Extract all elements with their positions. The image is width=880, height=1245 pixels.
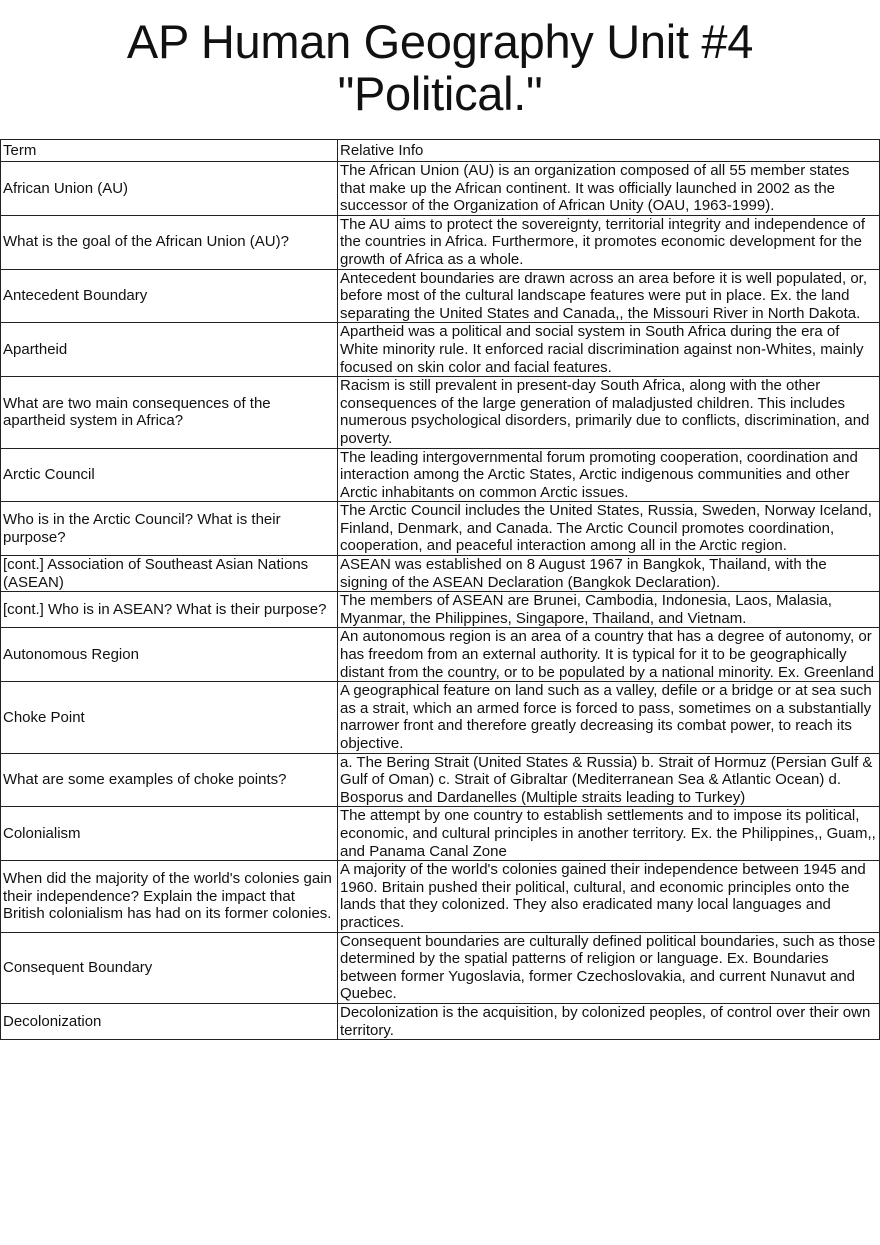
info-cell: An autonomous region is an area of a country that has a degree of autonomy, or has freedom from an external authority. It is typical for it to be geographically distant from the country, or to be populated by a national minority. Ex. Greenland <box>338 628 880 682</box>
term-cell: [cont.] Who is in ASEAN? What is their purpose? <box>1 592 338 628</box>
term-cell: Consequent Boundary <box>1 932 338 1003</box>
info-cell: The members of ASEAN are Brunei, Cambodia, Indonesia, Laos, Malasia, Myanmar, the Philippines, Singapore, Thailand, and Vietnam. <box>338 592 880 628</box>
table-row <box>1 861 880 932</box>
term-cell: Decolonization <box>1 1003 338 1039</box>
info-cell: The leading intergovernmental forum promoting cooperation, coordination and interaction among the Arctic States, Arctic indigenous communities and other Arctic inhabitants on common Arctic issues. <box>338 448 880 502</box>
info-cell: The Arctic Council includes the United States, Russia, Sweden, Norway Iceland, Finland, Denmark, and Canada. The Arctic Council promotes coordination, cooperation, and peaceful interaction among all in the Arctic region. <box>338 502 880 556</box>
term-cell: What are some examples of choke points? <box>1 753 338 807</box>
table-row <box>1 556 880 592</box>
table-header-row <box>1 140 880 162</box>
info-cell: Consequent boundaries are culturally defined political boundaries, such as those determined by the spatial patterns of religion or language. Ex. Boundaries between former Yugoslavia, former Czechoslovakia, and current Nunavut and Quebec. <box>338 932 880 1003</box>
term-cell: Arctic Council <box>1 448 338 502</box>
term-cell: African Union (AU) <box>1 162 338 216</box>
info-cell: a. The Bering Strait (United States & Russia) b. Strait of Hormuz (Persian Gulf & Gulf of Oman) c. Strait of Gibraltar (Mediterranean Sea & Atlantic Ocean) d. Bosporus and Dardanelles (Multiple straits leading to Turkey) <box>338 753 880 807</box>
title-line-1: AP Human Geography Unit #4 <box>126 15 754 68</box>
term-cell: Antecedent Boundary <box>1 269 338 323</box>
info-cell: The African Union (AU) is an organization composed of all 55 member states that make up the African continent. It was officially launched in 2002 as the successor of the Organization of African Unity (OAU, 1963-1999). <box>338 162 880 216</box>
table-row <box>1 753 880 807</box>
table-row <box>1 628 880 682</box>
table-row <box>1 323 880 377</box>
table-row <box>1 932 880 1003</box>
info-cell: A majority of the world's colonies gained their independence between 1945 and 1960. Britain pushed their political, cultural, and economic principles onto the lands that they colonized. They also eradicated many local languages and practices. <box>338 861 880 932</box>
term-cell: When did the majority of the world's colonies gain their independence? Explain the impact that British colonialism has had on its former colonies. <box>1 861 338 932</box>
term-cell: [cont.] Association of Southeast Asian Nations (ASEAN) <box>1 556 338 592</box>
term-cell: What are two main consequences of the apartheid system in Africa? <box>1 377 338 448</box>
table-row <box>1 377 880 448</box>
title-line-2: "Political." <box>337 67 543 120</box>
table-row <box>1 682 880 753</box>
table-row <box>1 1003 880 1039</box>
table-row <box>1 269 880 323</box>
page-title <box>0 0 880 139</box>
term-cell: Apartheid <box>1 323 338 377</box>
info-cell: Decolonization is the acquisition, by colonized peoples, of control over their own territory. <box>338 1003 880 1039</box>
info-cell: The attempt by one country to establish settlements and to impose its political, economic, and cultural principles in another territory. Ex. the Philippines,, Guam,, and Panama Canal Zone <box>338 807 880 861</box>
table-row <box>1 162 880 216</box>
terms-table <box>0 139 880 1040</box>
info-cell: The AU aims to protect the sovereignty, territorial integrity and independence of the countries in Africa. Furthermore, it promotes economic development for the growth of Africa as a whole. <box>338 215 880 269</box>
table-row <box>1 592 880 628</box>
info-cell: ASEAN was established on 8 August 1967 in Bangkok, Thailand, with the signing of the ASEAN Declaration (Bangkok Declaration). <box>338 556 880 592</box>
table-row <box>1 215 880 269</box>
term-cell: Colonialism <box>1 807 338 861</box>
info-cell: A geographical feature on land such as a valley, defile or a bridge or at sea such as a strait, which an armed force is forced to pass, sometimes on a substantially narrower front and therefore greatly decreasing its combat power, to reach its objective. <box>338 682 880 753</box>
table-row <box>1 807 880 861</box>
info-cell: Apartheid was a political and social system in South Africa during the era of White minority rule. It enforced racial discrimination against non-Whites, mainly focused on skin color and facial features. <box>338 323 880 377</box>
header-relative-info: Relative Info <box>338 140 880 162</box>
term-cell: Who is in the Arctic Council? What is their purpose? <box>1 502 338 556</box>
term-cell: Choke Point <box>1 682 338 753</box>
table-row <box>1 448 880 502</box>
term-cell: Autonomous Region <box>1 628 338 682</box>
table-row <box>1 502 880 556</box>
info-cell: Antecedent boundaries are drawn across an area before it is well populated, or, before most of the cultural landscape features were put in place. Ex. the land separating the United States and Canada,, the Missouri River in North Dakota. <box>338 269 880 323</box>
info-cell: Racism is still prevalent in present-day South Africa, along with the other consequences of the large generation of maladjusted children. This includes numerous psychological disorders, primarily due to conflicts, discrimination, and poverty. <box>338 377 880 448</box>
header-term: Term <box>1 140 338 162</box>
term-cell: What is the goal of the African Union (AU)? <box>1 215 338 269</box>
